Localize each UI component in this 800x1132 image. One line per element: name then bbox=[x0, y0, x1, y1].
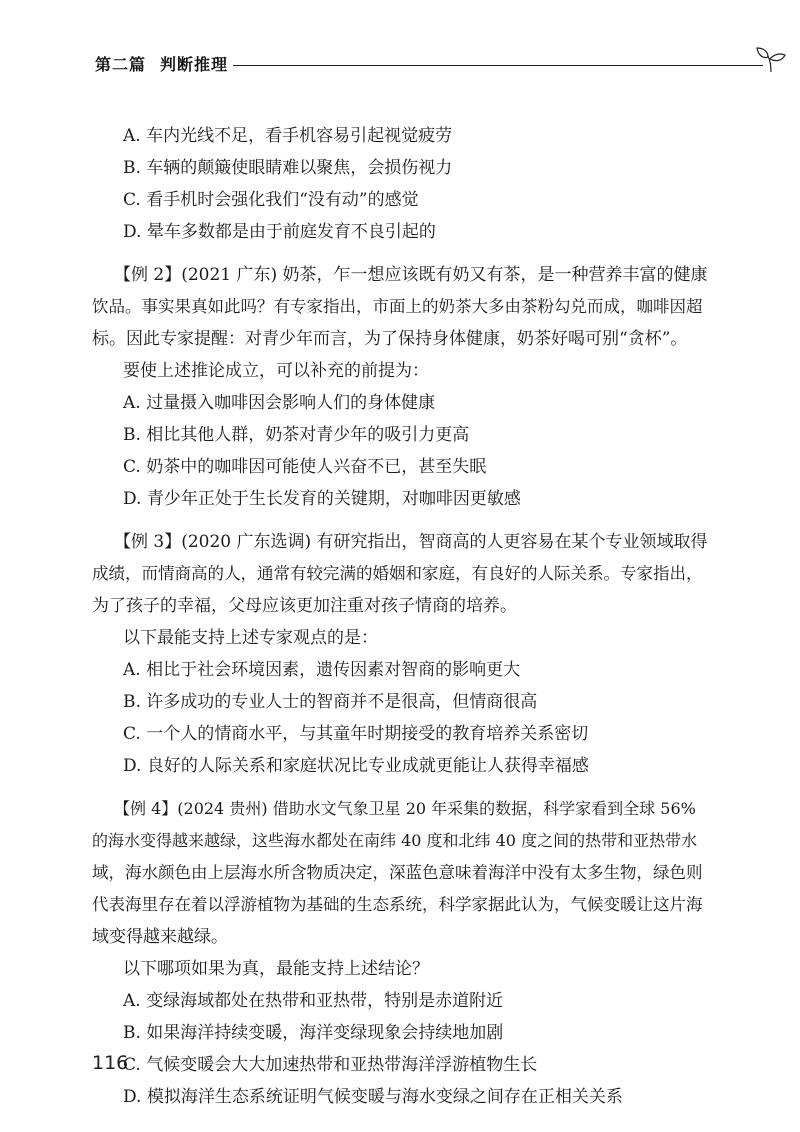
example4-stem-line-3: 域，海水颜色由上层海水所含物质决定，深蓝色意味着海洋中没有太多生物，绿色则 bbox=[92, 863, 703, 882]
example2-option-a: A. 过量摄入咖啡因会影响人们的身体健康 bbox=[123, 393, 436, 413]
q1-option-a: A. 车内光线不足，看手机容易引起视觉疲劳 bbox=[123, 126, 453, 146]
example3-option-d: D. 良好的人际关系和家庭状况比专业成就更能让人获得幸福感 bbox=[123, 756, 589, 776]
example3-option-c: C. 一个人的情商水平，与其童年时期接受的教育培养关系密切 bbox=[123, 724, 589, 744]
example4-option-a: A. 变绿海域都处在热带和亚热带，特别是赤道附近 bbox=[123, 991, 504, 1011]
header-part: 第二篇 bbox=[95, 55, 147, 74]
example2-stem-line-2: 饮品。事实果真如此吗？有专家指出，市面上的奶茶大多由茶粉勾兑而成，咖啡因超 bbox=[92, 297, 703, 316]
example3-option-a: A. 相比于社会环境因素，遗传因素对智商的影响更大 bbox=[123, 660, 521, 680]
header-section-title: 判断推理 bbox=[160, 55, 229, 74]
q1-option-d: D. 晕车多数都是由于前庭发育不良引起的 bbox=[123, 222, 436, 242]
q1-option-b: B. 车辆的颠簸使眼睛难以聚焦，会损伤视力 bbox=[123, 158, 453, 178]
running-header bbox=[95, 46, 695, 78]
header-rule bbox=[233, 65, 763, 66]
example4-option-c: C. 气候变暖会大大加速热带和亚热带海洋浮游植物生长 bbox=[123, 1055, 538, 1075]
example4-stem-line-5: 域变得越来越绿。 bbox=[92, 927, 228, 947]
example4-stem-line-4: 代表海里存在着以浮游植物为基础的生态系统，科学家据此认为，气候变暖让这片海 bbox=[92, 895, 703, 914]
example4-option-d: D. 模拟海洋生态系统证明气候变暖与海水变绿之间存在正相关关系 bbox=[123, 1087, 623, 1107]
example3-option-b: B. 许多成功的专业人士的智商并不是很高，但情商很高 bbox=[123, 692, 538, 712]
example4-stem-line-2: 的海水变得越来越绿，这些海水都处在南纬 40 度和北纬 40 度之间的热带和亚热带水 bbox=[92, 831, 698, 850]
sprout-icon bbox=[755, 46, 787, 74]
example4-stem-line-1: 【例 4】(2024 贵州) 借助水文气象卫星 20 年采集的数据，科学家看到全球 56% bbox=[114, 799, 696, 818]
example4-question: 以下哪项如果为真，最能支持上述结论？ bbox=[123, 959, 429, 979]
example2-option-d: D. 青少年正处于生长发育的关键期，对咖啡因更敏感 bbox=[123, 489, 521, 509]
example3-stem-line-2: 成绩，而情商高的人，通常有较完满的婚姻和家庭，有良好的人际关系。专家指出， bbox=[92, 564, 703, 583]
example2-stem-line-3: 标。因此专家提醒：对青少年而言，为了保持身体健康，奶茶好喝可别“贪杯”。 bbox=[92, 329, 688, 349]
q1-option-c: C. 看手机时会强化我们“没有动”的感觉 bbox=[123, 190, 419, 210]
example3-question: 以下最能支持上述专家观点的是： bbox=[123, 628, 378, 648]
header-title bbox=[95, 52, 228, 75]
example3-stem-line-3: 为了孩子的幸福，父母应该更加注重对孩子情商的培养。 bbox=[92, 596, 517, 616]
example3-stem-line-1: 【例 3】(2020 广东选调) 有研究指出，智商高的人更容易在某个专业领域取得 bbox=[114, 532, 708, 552]
example2-option-c: C. 奶茶中的咖啡因可能使人兴奋不已，甚至失眠 bbox=[123, 457, 487, 477]
page-number: 116 bbox=[92, 1052, 129, 1074]
example2-option-b: B. 相比其他人群，奶茶对青少年的吸引力更高 bbox=[123, 425, 470, 445]
example4-option-b: B. 如果海洋持续变暖，海洋变绿现象会持续地加剧 bbox=[123, 1023, 504, 1043]
example2-question: 要使上述推论成立，可以补充的前提为： bbox=[123, 361, 429, 381]
example2-stem-line-1: 【例 2】(2021 广东) 奶茶，乍一想应该既有奶又有茶，是一种营养丰富的健康 bbox=[114, 265, 708, 285]
